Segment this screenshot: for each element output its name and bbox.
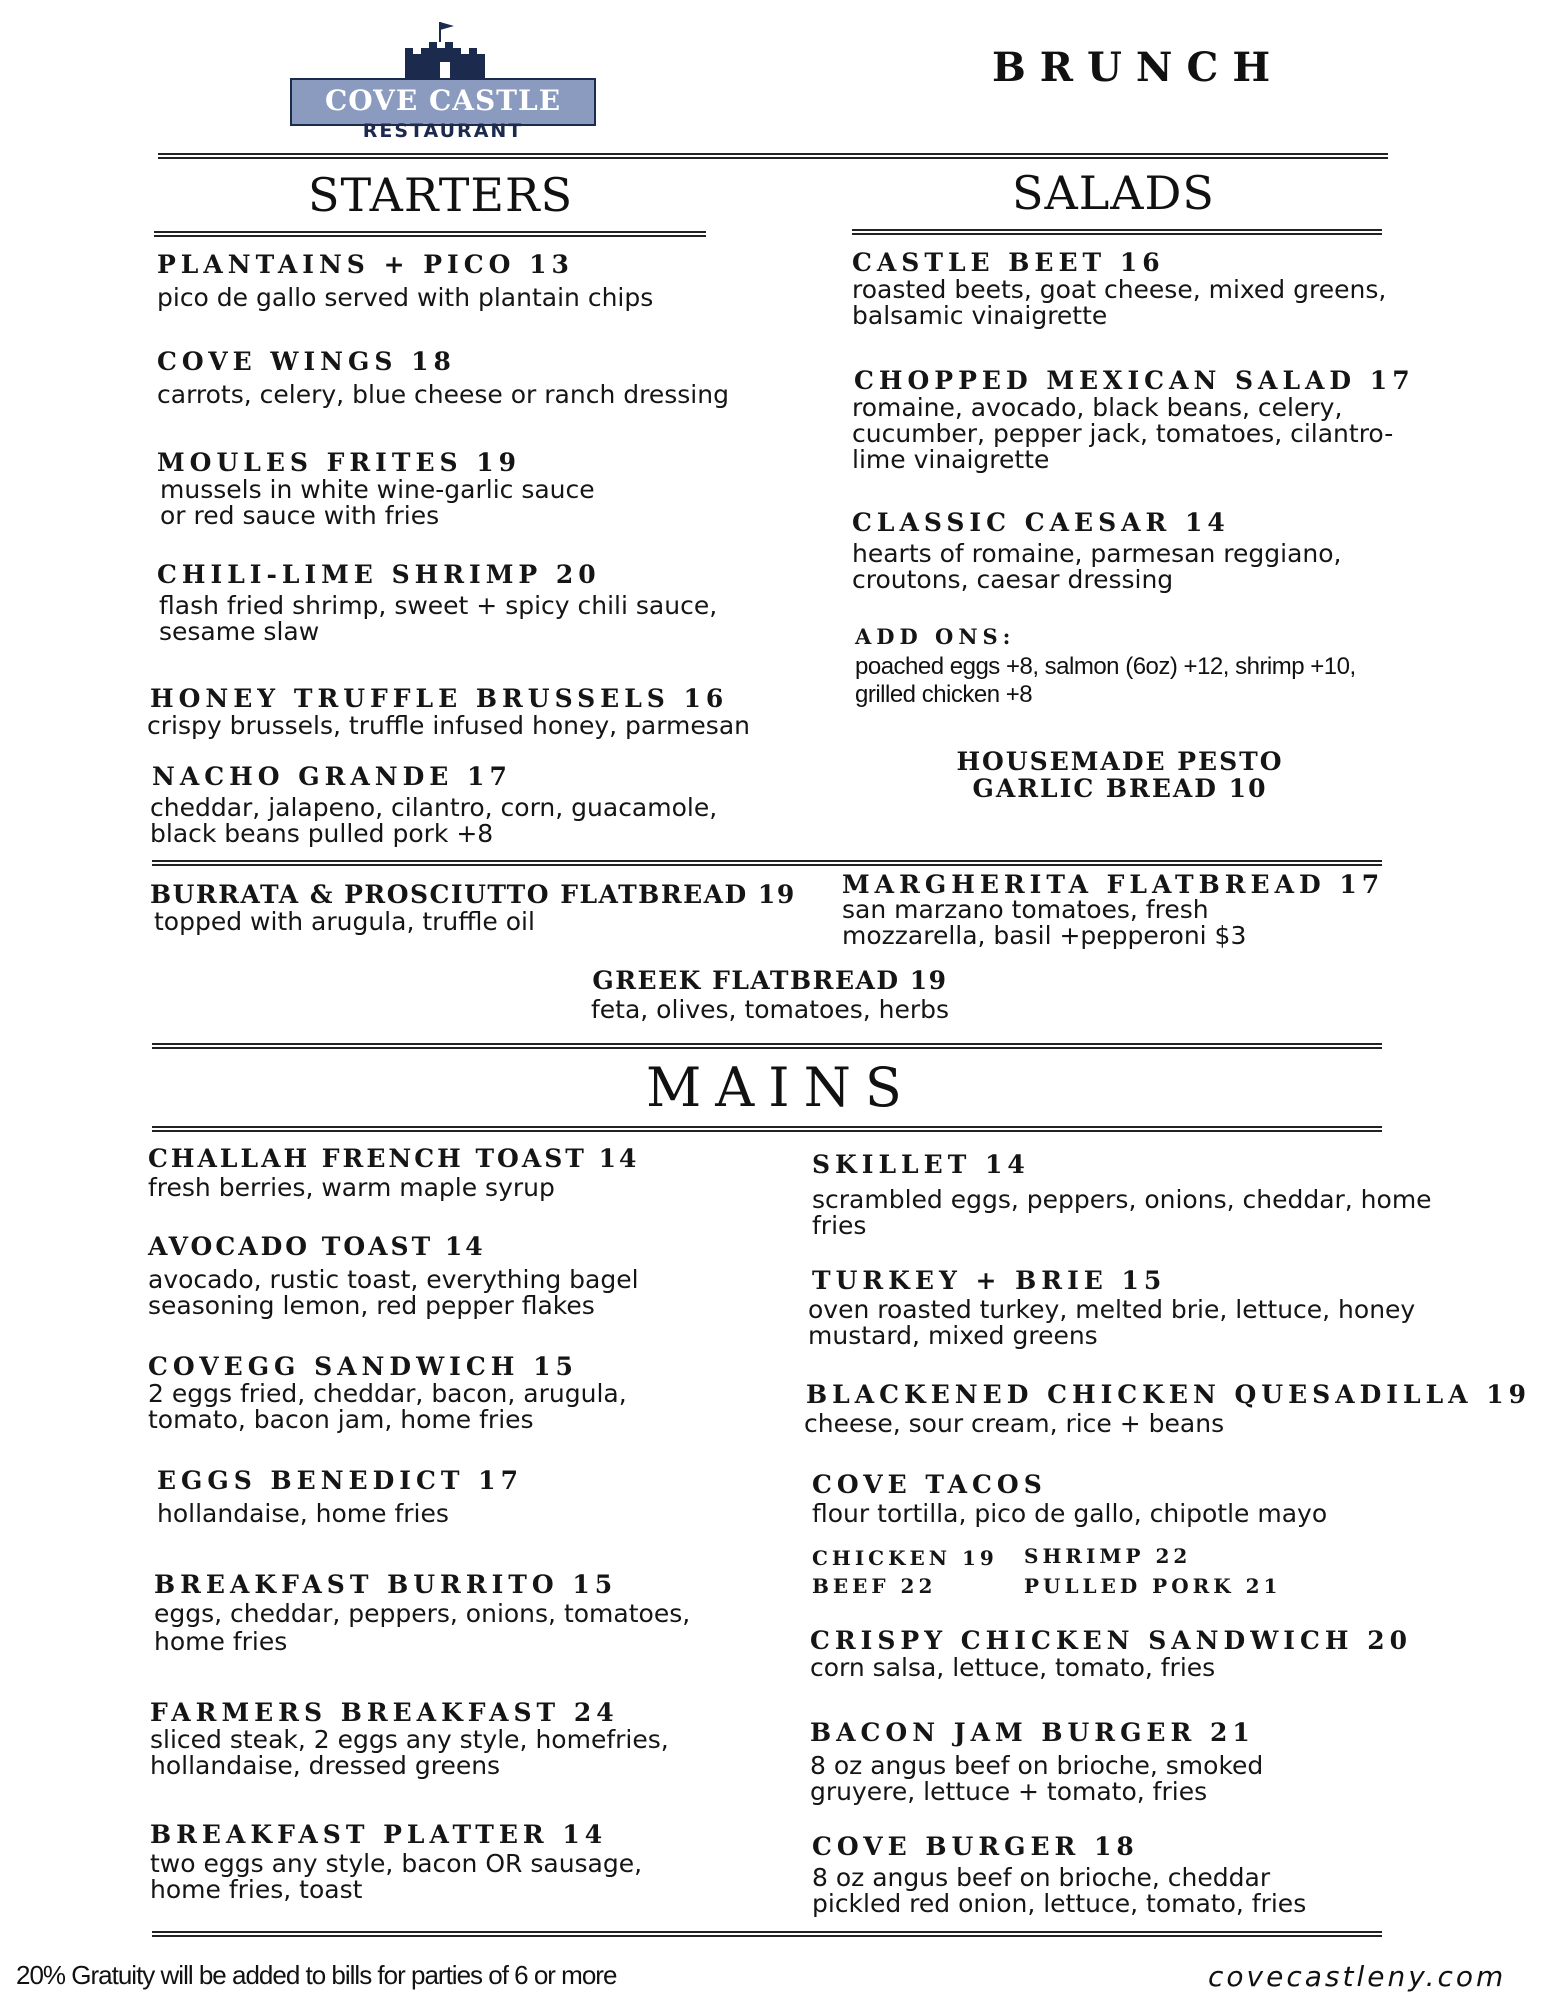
main-item xyxy=(806,1380,1531,1437)
starters-heading: STARTERS xyxy=(308,168,574,222)
item-name: PLANTAINS + PICO 13 xyxy=(157,250,574,279)
main-item xyxy=(150,1820,642,1903)
item-name: GREEK FLATBREAD 19 xyxy=(592,966,948,995)
item-desc: romaine, avocado, black beans, celery, xyxy=(852,393,1343,422)
item-name: COVE TACOS xyxy=(812,1470,1047,1499)
item-desc: cheddar, jalapeno, cilantro, corn, guacamole, xyxy=(150,793,718,822)
mains-heading: MAINS xyxy=(646,1056,916,1119)
add-ons-desc: grilled chicken +8 xyxy=(855,681,1033,708)
item-name: COVE WINGS 18 xyxy=(157,347,456,376)
taco-options xyxy=(812,1544,1282,1600)
taco-option: PULLED PORK 21 xyxy=(1024,1574,1282,1598)
item-desc: 8 oz angus beef on brioche, smoked xyxy=(810,1751,1264,1780)
item-desc: cucumber, pepper jack, tomatoes, cilantro- xyxy=(852,419,1394,448)
main-item xyxy=(157,1466,523,1527)
starter-item xyxy=(157,560,717,645)
item-name: HONEY TRUFFLE BRUSSELS 16 xyxy=(150,684,729,713)
starter-item xyxy=(157,347,729,408)
flatbread-divider-top xyxy=(152,860,1382,866)
salads-heading: SALADS xyxy=(1012,166,1215,220)
item-name: FARMERS BREAKFAST 24 xyxy=(150,1698,619,1727)
logo-top-text: COVE CASTLE xyxy=(324,84,562,117)
main-item xyxy=(812,1150,1432,1239)
item-name: NACHO GRANDE 17 xyxy=(152,762,512,791)
item-desc: avocado, rustic toast, everything bagel xyxy=(148,1265,639,1294)
item-desc: tomato, bacon jam, home fries xyxy=(148,1405,534,1434)
item-desc: 8 oz angus beef on brioche, cheddar xyxy=(812,1863,1271,1892)
menu-title: BRUNCH xyxy=(992,44,1285,91)
salad-item xyxy=(852,248,1386,329)
main-item xyxy=(150,1698,669,1779)
website-link[interactable]: covecastleny.com xyxy=(1208,1960,1507,1993)
item-name: EGGS BENEDICT 17 xyxy=(157,1466,523,1495)
flatbread-item xyxy=(150,880,796,935)
item-desc: mussels in white wine-garlic sauce xyxy=(160,475,595,504)
taco-option: SHRIMP 22 xyxy=(1024,1544,1192,1568)
item-desc: crispy brussels, truffle infused honey, parmesan xyxy=(147,711,750,740)
item-desc: sesame slaw xyxy=(159,617,320,646)
item-desc: gruyere, lettuce + tomato, fries xyxy=(810,1777,1208,1806)
item-name: CASTLE BEET 16 xyxy=(852,248,1165,277)
item-name: TURKEY + BRIE 15 xyxy=(812,1266,1167,1295)
top-divider xyxy=(158,153,1388,159)
item-name: GARLIC BREAD 10 xyxy=(972,774,1268,803)
item-desc: flour tortilla, pico de gallo, chipotle mayo xyxy=(812,1499,1328,1528)
logo-bottom-text: RESTAURANT xyxy=(362,120,524,142)
item-desc: corn salsa, lettuce, tomato, fries xyxy=(810,1653,1216,1682)
starter-item xyxy=(147,684,750,740)
main-item xyxy=(810,1718,1263,1805)
item-desc: home fries, toast xyxy=(150,1875,363,1904)
main-item xyxy=(810,1626,1412,1681)
item-desc: pico de gallo served with plantain chips xyxy=(157,283,654,312)
main-item xyxy=(154,1570,690,1655)
castle-icon xyxy=(400,18,490,80)
starter-item xyxy=(157,250,653,311)
item-desc: hollandaise, home fries xyxy=(157,1499,449,1528)
item-name: CRISPY CHICKEN SANDWICH 20 xyxy=(810,1626,1412,1655)
item-desc: sliced steak, 2 eggs any style, homefries, xyxy=(150,1725,669,1754)
item-desc: 2 eggs fried, cheddar, bacon, arugula, xyxy=(148,1379,627,1408)
item-desc: fries xyxy=(812,1211,867,1240)
item-name: HOUSEMADE PESTO xyxy=(956,747,1284,776)
gratuity-note: 20% Gratuity will be added to bills for parties of 6 or more xyxy=(16,1960,617,1990)
mains-divider xyxy=(152,1126,1382,1132)
main-item xyxy=(148,1144,639,1201)
add-ons-label: ADD ONS: xyxy=(855,624,1016,649)
starter-item xyxy=(152,762,717,847)
add-ons xyxy=(855,624,1356,709)
item-desc: lime vinaigrette xyxy=(852,445,1050,474)
item-desc: balsamic vinaigrette xyxy=(852,301,1108,330)
flatbread-item xyxy=(470,966,1070,1023)
main-item xyxy=(808,1266,1416,1350)
main-item xyxy=(148,1352,627,1433)
item-name: BURRATA & PROSCIUTTO FLATBREAD 19 xyxy=(150,880,796,909)
item-name: BACON JAM BURGER 21 xyxy=(810,1718,1255,1747)
item-desc: two eggs any style, bacon OR sausage, xyxy=(150,1849,643,1878)
item-desc: hollandaise, dressed greens xyxy=(150,1751,501,1780)
pesto-garlic-bread xyxy=(920,747,1320,803)
salad-item xyxy=(854,366,1415,473)
item-name: COVE BURGER 18 xyxy=(812,1832,1139,1861)
flatbread-item xyxy=(842,870,1384,949)
taco-option: BEEF 22 xyxy=(812,1574,937,1598)
item-desc: mozzarella, basil +pepperoni $3 xyxy=(842,921,1247,950)
item-desc: croutons, caesar dressing xyxy=(852,565,1174,594)
main-item xyxy=(812,1832,1306,1917)
item-desc: scrambled eggs, peppers, onions, cheddar, home xyxy=(812,1185,1432,1214)
item-desc: or red sauce with fries xyxy=(160,501,440,530)
item-name: BLACKENED CHICKEN QUESADILLA 19 xyxy=(806,1380,1532,1409)
item-name: CHOPPED MEXICAN SALAD 17 xyxy=(854,366,1415,395)
item-desc: mustard, mixed greens xyxy=(808,1321,1098,1350)
item-desc: topped with arugula, truffle oil xyxy=(154,907,535,936)
add-ons-desc: poached eggs +8, salmon (6oz) +12, shrimp +10, xyxy=(855,653,1356,680)
item-name: BREAKFAST BURRITO 15 xyxy=(154,1570,618,1599)
item-desc: hearts of romaine, parmesan reggiano, xyxy=(852,539,1342,568)
item-desc: eggs, cheddar, peppers, onions, tomatoes, xyxy=(154,1599,691,1628)
item-desc: oven roasted turkey, melted brie, lettuce, honey xyxy=(808,1295,1416,1324)
main-item xyxy=(812,1470,1327,1527)
mains-divider-top xyxy=(152,1043,1382,1049)
starters-divider xyxy=(154,231,706,237)
item-desc: home fries xyxy=(154,1627,288,1656)
footer-divider xyxy=(152,1931,1382,1937)
restaurant-logo xyxy=(290,18,596,140)
item-name: MOULES FRITES 19 xyxy=(157,448,522,477)
item-desc: black beans pulled pork +8 xyxy=(150,819,494,848)
item-name: SKILLET 14 xyxy=(812,1150,1030,1179)
item-desc: pickled red onion, lettuce, tomato, fries xyxy=(812,1889,1307,1918)
main-item xyxy=(148,1232,639,1319)
item-name: COVEGG SANDWICH 15 xyxy=(148,1352,578,1381)
item-desc: cheese, sour cream, rice + beans xyxy=(804,1409,1225,1438)
item-desc: feta, olives, tomatoes, herbs xyxy=(590,995,950,1024)
salad-item xyxy=(852,508,1342,593)
item-desc: san marzano tomatoes, fresh xyxy=(842,895,1209,924)
item-name: CHILI-LIME SHRIMP 20 xyxy=(157,560,601,589)
taco-option: CHICKEN 19 xyxy=(812,1546,998,1570)
starter-item xyxy=(157,448,595,529)
item-desc: seasoning lemon, red pepper flakes xyxy=(148,1291,595,1320)
item-name: BREAKFAST PLATTER 14 xyxy=(150,1820,608,1849)
item-name: AVOCADO TOAST 14 xyxy=(148,1232,486,1261)
item-desc: flash fried shrimp, sweet + spicy chili sauce, xyxy=(159,591,718,620)
item-name: CLASSIC CAESAR 14 xyxy=(852,508,1230,537)
item-desc: roasted beets, goat cheese, mixed greens, xyxy=(852,275,1387,304)
item-desc: fresh berries, warm maple syrup xyxy=(148,1173,555,1202)
item-name: MARGHERITA FLATBREAD 17 xyxy=(842,870,1385,899)
salads-divider xyxy=(852,229,1382,235)
item-name: CHALLAH FRENCH TOAST 14 xyxy=(148,1144,640,1173)
item-desc: carrots, celery, blue cheese or ranch dressing xyxy=(157,380,729,409)
